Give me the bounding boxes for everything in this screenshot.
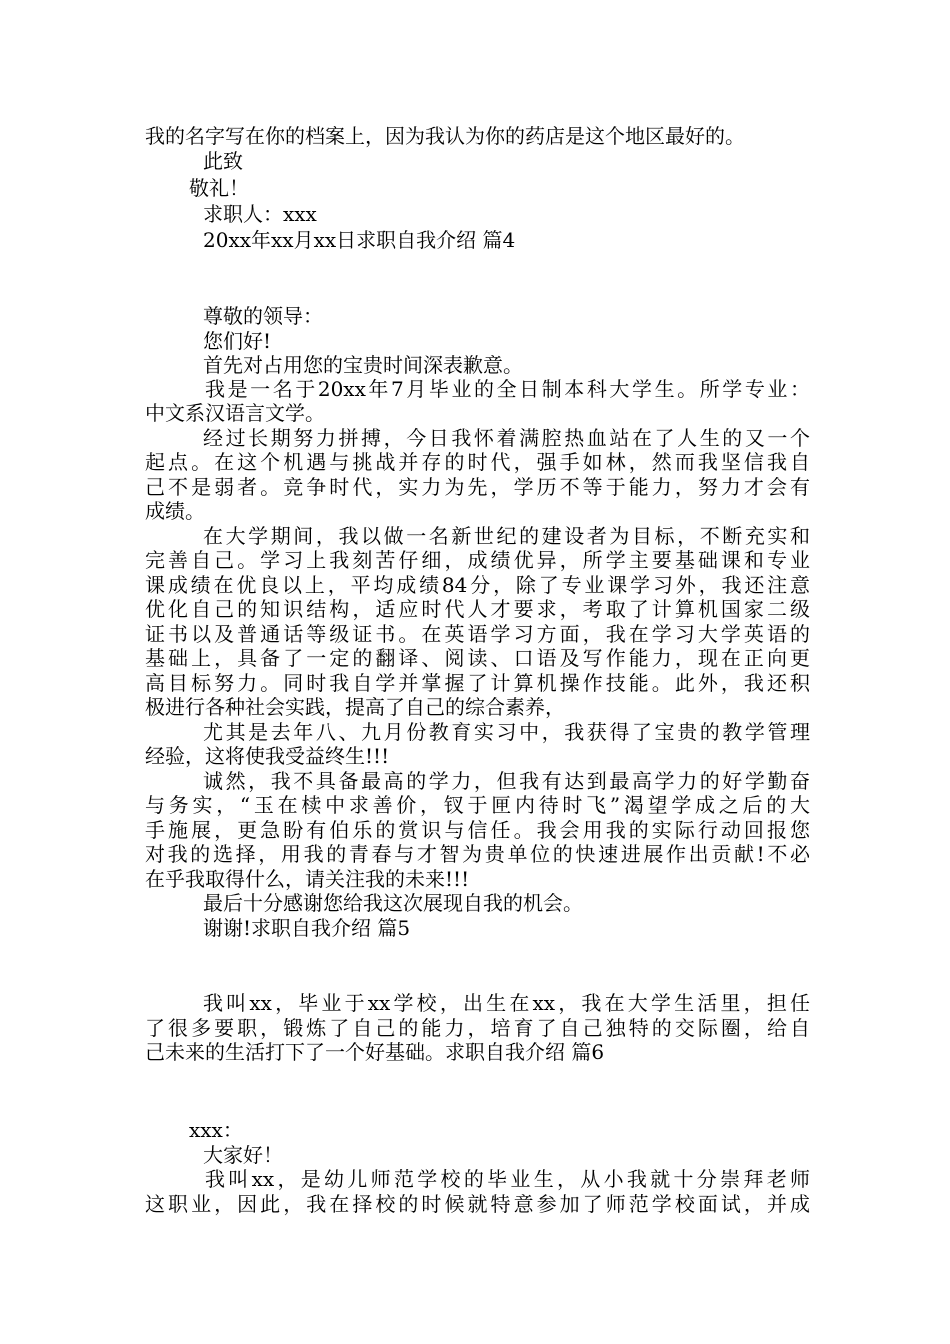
text-line: 证书以及普通话等级证书。在英语学习方面，我在学习大学英语的: [145, 622, 810, 646]
text-line: 课成绩在优良以上，平均成绩84分，除了专业课学习外，我还注意: [145, 573, 810, 597]
text-line: 诚然，我不具备最高的学力，但我有达到最高学力的好学勤奋: [203, 769, 810, 793]
text-line: 尊敬的领导：: [203, 304, 323, 328]
text-line: 我的名字写在你的档案上，因为我认为你的药店是这个地区最好的。: [145, 124, 745, 148]
text-line: 大家好！: [203, 1143, 283, 1167]
text-line: 了很多要职，锻炼了自己的能力，培育了自己独特的交际圈，给自: [145, 1016, 810, 1040]
text-line: 手施展，更急盼有伯乐的赏识与信任。我会用我的实际行动回报您: [145, 818, 810, 842]
text-line: 此致: [203, 149, 243, 173]
text-line: 尤其是去年八、九月份教育实习中，我获得了宝贵的教学管理: [203, 720, 810, 744]
text-line: 经过长期努力拼搏，今日我怀着满腔热血站在了人生的又一个: [203, 426, 810, 450]
text-line: 经验，这将使我受益终生!!!: [145, 744, 390, 768]
text-line: 成绩。: [145, 499, 205, 523]
text-line: 我是一名于20xx年7月毕业的全日制本科大学生。所学专业：: [205, 377, 810, 401]
text-line: 与务实，“玉在椟中求善价，钗于匣内待时飞”渴望学成之后的大: [145, 793, 810, 817]
text-line: 优化自己的知识结构，适应时代人才要求，考取了计算机国家二级: [145, 597, 810, 621]
text-line: xxx：: [189, 1118, 243, 1142]
text-line: 谢谢!求职自我介绍 篇5: [203, 916, 411, 940]
text-line: 我叫xx，毕业于xx学校，出生在xx，我在大学生活里，担任: [203, 991, 810, 1015]
text-line: 最后十分感谢您给我这次展现自我的机会。: [203, 891, 583, 915]
text-line: 您们好!: [203, 329, 272, 353]
text-line: 完善自己。学习上我刻苦仔细，成绩优异，所学主要基础课和专业: [145, 548, 810, 572]
text-line: 在大学期间，我以做一名新世纪的建设者为目标，不断充实和: [203, 524, 810, 548]
text-line: 我叫xx，是幼儿师范学校的毕业生，从小我就十分崇拜老师: [205, 1167, 810, 1191]
text-line: 起点。在这个机遇与挑战并存的时代，强手如林，然而我坚信我自: [145, 450, 810, 474]
text-line: 基础上，具备了一定的翻译、阅读、口语及写作能力，现在正向更: [145, 646, 810, 670]
text-line: 己未来的生活打下了一个好基础。求职自我介绍 篇6: [145, 1040, 605, 1064]
text-line: 己不是弱者。竞争时代，实力为先，学历不等于能力，努力才会有: [145, 475, 810, 499]
text-line: 首先对占用您的宝贵时间深表歉意。: [203, 353, 523, 377]
text-line: 对我的选择，用我的青春与才智为贵单位的快速进展作出贡献!不必: [145, 842, 810, 866]
text-line: 在乎我取得什么，请关注我的未来!!!: [145, 867, 470, 891]
text-line: 敬礼！: [189, 176, 249, 200]
text-line: 中文系汉语言文学。: [145, 401, 325, 425]
text-line: 这职业，因此，我在择校的时候就特意参加了师范学校面试，并成: [145, 1192, 810, 1216]
text-line: 20xx年xx月xx日求职自我介绍 篇4: [203, 228, 516, 252]
text-line: 求职人：xxx: [203, 202, 317, 226]
text-line: 高目标努力。同时我自学并掌握了计算机操作技能。此外，我还积: [145, 671, 810, 695]
text-line: 极进行各种社会实践，提高了自己的综合素养，: [145, 695, 565, 719]
